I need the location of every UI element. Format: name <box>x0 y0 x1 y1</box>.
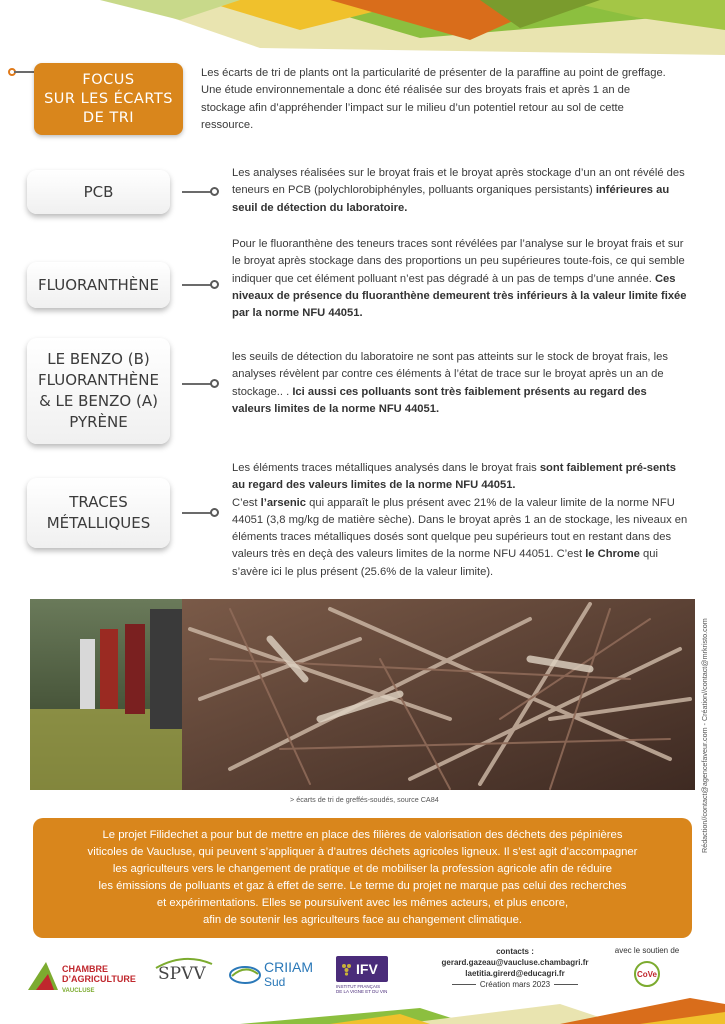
grape-icon <box>340 962 354 976</box>
fluoranthene-connector-ring <box>210 280 219 289</box>
traces-text-c: qui apparaît le plus présent avec 21% de la valeur limite de la norme NFU 44051 (3,8 mg/kg de matière sèche). Dans le broyat après 1 an de stockage, les niveaux en éléments traces métalliques dosés sont quelque peu supérieurs tout en restant dans des valeurs très en deçà des valeurs limites de la norme NFU 44051. C’est <box>232 496 688 561</box>
benzo-label-line-4: PYRÈNE <box>69 413 128 431</box>
traces-text-bold-b: l’arsenic <box>260 496 307 509</box>
focus-intro-text: Les écarts de tri de plants ont la particularité de présenter de la paraffine au point de greffage. Une étude environnementale a donc été réalisée sur des broyats frais et après 1 an de stockage afin d’appréhender l’impact sur le milieu d’un potentiel retour au sol de cette ressource. <box>201 67 666 131</box>
soutien-label: avec le soutien de <box>614 946 680 955</box>
photo-caption: > écarts de tri de greffés-soudés, source CA84 <box>290 795 439 804</box>
bottom-leaf-decoration <box>0 994 725 1024</box>
criiam-logo <box>228 958 328 992</box>
creation-date <box>430 979 600 990</box>
traces-text-bold-a: sont faiblement pré-sents au regard des valeurs limites de la norme NFU 44051. <box>232 462 676 492</box>
pcb-text-bold: inférieures au seuil de détection du laboratoire. <box>232 184 670 214</box>
benzo-label-line-1: LE BENZO (B) <box>47 350 150 368</box>
pcb-label: PCB <box>83 182 114 201</box>
chambre-leaf-icon <box>28 960 58 994</box>
top-leaf-decoration <box>0 0 725 60</box>
benzo-label-line-2: FLUORANTHÈNE <box>38 371 159 389</box>
ifv-logo <box>336 956 392 996</box>
traces-text-d: qui s’avère ici le plus présent (25.6% de la valeur limite). <box>232 548 658 578</box>
project-line-1: Le projet Filidechet a pour but de mettre en place des filières de valorisation des déchets des pépinières <box>102 829 623 841</box>
criiam-line-2: Sud <box>264 975 286 989</box>
spvv-text: SPVV <box>158 964 206 984</box>
fluoranthene-text-bold: Ces niveaux de présence du fluoranthène demeurent très inférieurs à la valeur limite fixée par la norme NFU 44051. <box>232 272 687 320</box>
pcb-text-body: Les analyses réalisées sur le broyat frais et le broyat après stockage d’un an ont révélé des teneurs en PCB (polychlorobiphényles, polluants organiques persistants) <box>232 167 685 197</box>
traces-text-b: C’est <box>232 496 261 509</box>
benzo-text-bold: Ici aussi ces polluants sont très faiblement présents au regard des valeurs limites de la norme NFU 44051. <box>232 385 647 415</box>
branches-photo <box>182 599 695 790</box>
contacts-title: contacts : <box>496 947 534 956</box>
cove-logo <box>634 961 660 987</box>
focus-title-line-1: FOCUS <box>82 71 135 88</box>
focus-title-box <box>34 63 183 135</box>
project-line-5: et expérimentations. Elles se poursuivent avec les mêmes acteurs, et plus encore, <box>156 897 569 909</box>
benzo-connector-line <box>182 383 212 385</box>
fluoranthene-label: FLUORANTHÈNE <box>38 275 159 294</box>
cove-text: CoVe <box>636 969 657 979</box>
benzo-connector-ring <box>210 379 219 388</box>
project-line-3: les agriculteurs vers le changement de pratique et de mobiliser la profession agricole afin de réduire <box>112 863 613 875</box>
pcb-text <box>232 165 692 217</box>
traces-text-bold-c: le Chrome <box>585 548 640 561</box>
focus-connector-line <box>14 71 34 73</box>
side-credit: Rédaction//contact@agencefaveur.com - Création//contact@mrkristo.com <box>700 618 709 853</box>
contact-email-1[interactable]: gerard.gazeau@vaucluse.chambagri.fr <box>441 958 589 967</box>
chambre-line-2: D’AGRICULTURE <box>62 974 136 984</box>
fluoranthene-label-box <box>27 262 170 308</box>
focus-title-line-3: DE TRI <box>82 109 135 126</box>
traces-text <box>232 460 692 581</box>
project-line-4: les émissions de polluants et gaz à effet de serre. Le terme du projet ne marque pas celui des recherches <box>98 880 627 892</box>
chambre-agriculture-logo <box>28 958 138 998</box>
ifv-text: IFV <box>356 961 378 977</box>
soutien-block <box>604 946 690 987</box>
contact-email-2[interactable]: laetitia.girerd@educagri.fr <box>465 969 565 978</box>
contacts-block <box>430 946 600 990</box>
traces-label-line-2: MÉTALLIQUES <box>46 514 151 532</box>
focus-title-line-2: SUR LES ÉCARTS <box>44 90 173 107</box>
fluoranthene-text <box>232 236 687 322</box>
benzo-label-box <box>27 338 170 444</box>
project-summary-box <box>33 818 692 938</box>
photo-strip <box>30 599 695 790</box>
criiam-line-1: CRIIAM <box>264 959 313 975</box>
pcb-connector-ring <box>210 187 219 196</box>
chambre-line-3: VAUCLUSE <box>62 988 95 994</box>
traces-connector-ring <box>210 508 219 517</box>
project-line-2: viticoles de Vaucluse, qui peuvent s’appliquer à d’autres déchets agricoles ligneux. Il s’est agit d’accompagner <box>87 846 638 858</box>
fluoranthene-connector-line <box>182 284 212 286</box>
benzo-text-body: les seuils de détection du laboratoire ne sont pas atteints sur le stock de broyat frais, les analyses révèlent par contre ces éléments à l’état de trace sur le broyat après un an de stockage.. . <box>232 351 668 398</box>
ifv-sub-2: DE LA VIGNE ET DU VIN <box>336 989 388 994</box>
criiam-wave-icon <box>228 962 262 988</box>
creation-date-text: Création mars 2023 <box>479 980 551 989</box>
ifv-sub-1: INSTITUT FRANÇAIS <box>336 984 381 989</box>
pcb-label-box <box>27 170 170 214</box>
benzo-text <box>232 349 682 418</box>
pcb-connector-line <box>182 191 212 193</box>
fluoranthene-text-body: Pour le fluoranthène des teneurs traces sont révélées par l’analyse sur le broyat frais et sur le broyat après stockage dans des proportions un peu supérieures toute-fois, ce qui semble indiquer que cet élément polluant n’est pas dégradé à un pas de temps d’une année. <box>232 238 685 285</box>
traces-label-box <box>27 478 170 548</box>
spvv-logo <box>150 956 220 996</box>
traces-text-a: Les éléments traces métalliques analysés dans le broyat frais <box>232 462 540 474</box>
traces-label-line-1: TRACES <box>69 493 128 511</box>
benzo-label-line-3: & LE BENZO (A) <box>39 392 158 410</box>
traces-connector-line <box>182 512 212 514</box>
project-line-6: afin de soutenir les agriculteurs face au changement climatique. <box>202 914 522 926</box>
chambre-line-1: CHAMBRE <box>62 964 108 974</box>
photo-illustration <box>30 599 695 790</box>
